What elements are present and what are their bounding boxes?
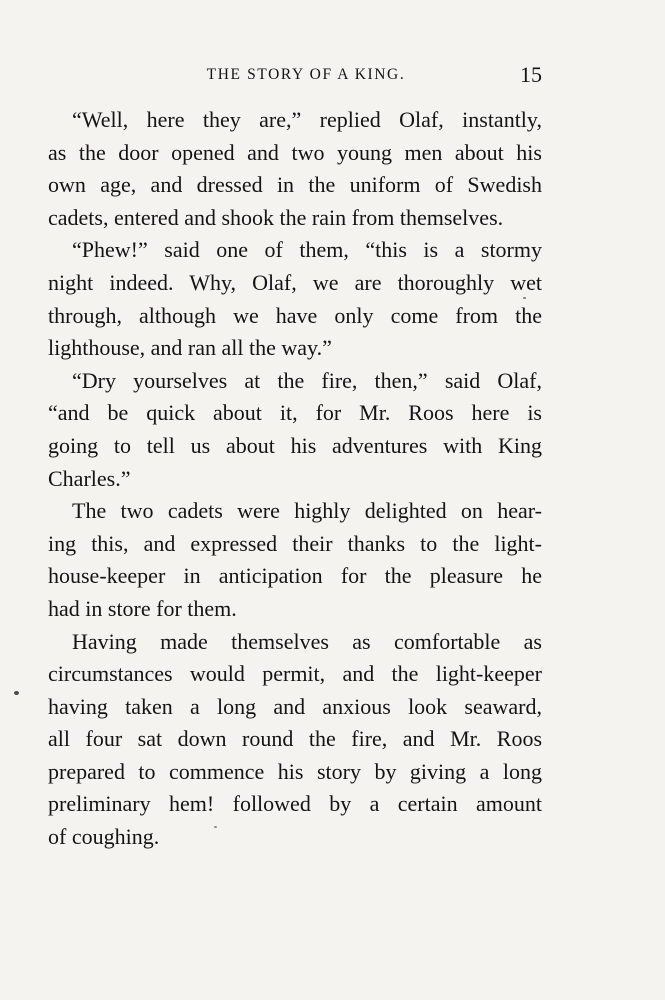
text-line: going to tell us about his adventures with King bbox=[48, 432, 542, 458]
paragraph-1 bbox=[48, 104, 542, 234]
text-line: preliminary hem! followed by a certain amount bbox=[48, 791, 542, 817]
text-line: through, although we have only come from the bbox=[48, 302, 542, 328]
text-line: night indeed. Why, Olaf, we are thoroughly wet bbox=[48, 269, 542, 295]
text-line: as the door opened and two young men about his bbox=[48, 139, 542, 165]
paragraph-3 bbox=[48, 365, 542, 495]
text-line: “and be quick about it, for Mr. Roos here is bbox=[48, 400, 542, 426]
text-line: ing this, and expressed their thanks to the light- bbox=[48, 530, 542, 556]
paragraph-2 bbox=[48, 234, 542, 364]
ink-speck bbox=[14, 691, 19, 695]
text-line: all four sat down round the fire, and Mr. Roos bbox=[48, 726, 542, 752]
body-text bbox=[48, 104, 542, 854]
text-line: having taken a long and anxious look seaward, bbox=[48, 693, 542, 719]
text-line: lighthouse, and ran all the way.” bbox=[48, 335, 332, 361]
paragraph-5 bbox=[48, 626, 542, 854]
text-line: The two cadets were highly delighted on hear- bbox=[72, 498, 542, 524]
running-head bbox=[48, 62, 542, 90]
text-line: of coughing. bbox=[48, 824, 160, 850]
paragraph-4 bbox=[48, 495, 542, 625]
text-line: had in store for them. bbox=[48, 595, 237, 621]
running-title: THE STORY OF A KING. bbox=[206, 66, 406, 83]
text-line: prepared to commence his story by giving a long bbox=[48, 758, 542, 784]
text-line: house-keeper in anticipation for the pleasure he bbox=[48, 563, 542, 589]
ink-speck bbox=[523, 297, 526, 299]
ink-speck bbox=[214, 826, 217, 828]
text-line: circumstances would permit, and the light-keeper bbox=[48, 661, 542, 687]
text-line: “Well, here they are,” replied Olaf, instantly, bbox=[72, 107, 542, 132]
text-line: “Dry yourselves at the fire, then,” said Olaf, bbox=[72, 367, 542, 393]
text-line: Charles.” bbox=[48, 465, 131, 491]
text-line: “Phew!” said one of them, “this is a stormy bbox=[72, 237, 542, 263]
text-line: own age, and dressed in the uniform of Swedish bbox=[48, 172, 542, 198]
text-line: Having made themselves as comfortable as bbox=[72, 628, 542, 654]
page-number: 15 bbox=[520, 62, 542, 87]
text-line: cadets, entered and shook the rain from themselves. bbox=[48, 204, 504, 230]
